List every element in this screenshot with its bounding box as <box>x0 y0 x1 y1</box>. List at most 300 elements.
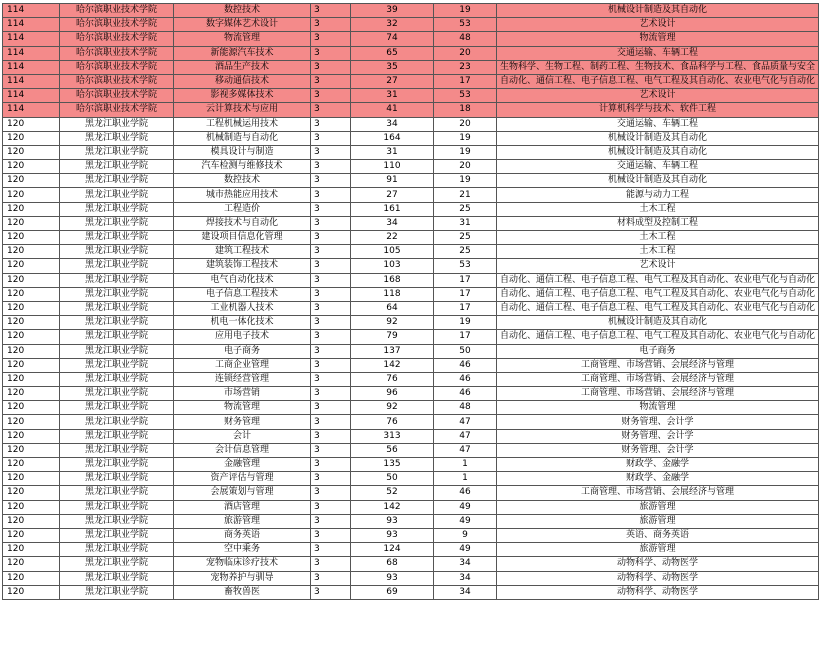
cell-school-name: 黑龙江职业学院 <box>60 585 174 599</box>
cell-category: 财务管理、会计学 <box>497 429 819 443</box>
cell-category-code: 20 <box>434 46 497 60</box>
table-row <box>3 528 819 542</box>
cell-school-name: 黑龙江职业学院 <box>60 472 174 486</box>
cell-major: 旅游管理 <box>174 514 311 528</box>
cell-score: 27 <box>351 188 434 202</box>
cell-category-code: 53 <box>434 259 497 273</box>
cell-category: 旅游管理 <box>497 514 819 528</box>
cell-category-code: 50 <box>434 344 497 358</box>
cell-school-code: 120 <box>3 301 60 315</box>
cell-major: 应用电子技术 <box>174 330 311 344</box>
cell-years: 3 <box>311 174 351 188</box>
cell-years: 3 <box>311 401 351 415</box>
cell-school-name: 黑龙江职业学院 <box>60 259 174 273</box>
cell-school-name: 黑龙江职业学院 <box>60 117 174 131</box>
cell-years: 3 <box>311 486 351 500</box>
cell-score: 32 <box>351 18 434 32</box>
cell-major: 宠物临床诊疗技术 <box>174 557 311 571</box>
cell-category-code: 46 <box>434 387 497 401</box>
table-row <box>3 557 819 571</box>
table-row <box>3 571 819 585</box>
cell-years: 3 <box>311 528 351 542</box>
cell-category-code: 1 <box>434 458 497 472</box>
cell-score: 52 <box>351 486 434 500</box>
cell-school-name: 黑龙江职业学院 <box>60 216 174 230</box>
cell-years: 3 <box>311 358 351 372</box>
cell-years: 3 <box>311 245 351 259</box>
cell-major: 建筑装饰工程技术 <box>174 259 311 273</box>
cell-years: 3 <box>311 46 351 60</box>
cell-major: 会计 <box>174 429 311 443</box>
cell-category-code: 17 <box>434 273 497 287</box>
table-body <box>3 4 819 600</box>
cell-major: 数控技术 <box>174 174 311 188</box>
cell-major: 建设项目信息化管理 <box>174 231 311 245</box>
cell-major: 工程造价 <box>174 202 311 216</box>
cell-major: 财务管理 <box>174 415 311 429</box>
table-row <box>3 46 819 60</box>
cell-years: 3 <box>311 103 351 117</box>
cell-years: 3 <box>311 344 351 358</box>
cell-category: 财政学、金融学 <box>497 458 819 472</box>
table-row <box>3 216 819 230</box>
cell-score: 35 <box>351 60 434 74</box>
table-row <box>3 18 819 32</box>
table-row <box>3 160 819 174</box>
cell-major: 机械制造与自动化 <box>174 131 311 145</box>
cell-category-code: 20 <box>434 160 497 174</box>
cell-category: 英语、商务英语 <box>497 528 819 542</box>
cell-school-code: 120 <box>3 387 60 401</box>
cell-school-name: 黑龙江职业学院 <box>60 316 174 330</box>
cell-school-name: 黑龙江职业学院 <box>60 387 174 401</box>
cell-years: 3 <box>311 131 351 145</box>
cell-major: 数字媒体艺术设计 <box>174 18 311 32</box>
cell-category: 艺术设计 <box>497 259 819 273</box>
cell-category-code: 34 <box>434 557 497 571</box>
cell-school-name: 黑龙江职业学院 <box>60 557 174 571</box>
cell-score: 68 <box>351 557 434 571</box>
cell-category: 物流管理 <box>497 32 819 46</box>
cell-category-code: 46 <box>434 486 497 500</box>
cell-major: 酒店管理 <box>174 500 311 514</box>
cell-score: 92 <box>351 316 434 330</box>
cell-category-code: 21 <box>434 188 497 202</box>
cell-category: 自动化、通信工程、电子信息工程、电气工程及其自动化、农业电气化与自动化 <box>497 74 819 88</box>
cell-category: 动物科学、动物医学 <box>497 585 819 599</box>
cell-score: 92 <box>351 401 434 415</box>
data-table <box>2 3 819 600</box>
cell-score: 124 <box>351 543 434 557</box>
table-row <box>3 415 819 429</box>
cell-school-name: 黑龙江职业学院 <box>60 202 174 216</box>
cell-category: 自动化、通信工程、电子信息工程、电气工程及其自动化、农业电气化与自动化 <box>497 287 819 301</box>
cell-score: 118 <box>351 287 434 301</box>
cell-category: 机械设计制造及其自动化 <box>497 174 819 188</box>
cell-category: 工商管理、市场营销、会展经济与管理 <box>497 387 819 401</box>
cell-score: 110 <box>351 160 434 174</box>
cell-school-name: 黑龙江职业学院 <box>60 571 174 585</box>
cell-category: 工商管理、市场营销、会展经济与管理 <box>497 358 819 372</box>
cell-score: 65 <box>351 46 434 60</box>
cell-school-code: 114 <box>3 4 60 18</box>
cell-major: 新能源汽车技术 <box>174 46 311 60</box>
cell-score: 168 <box>351 273 434 287</box>
cell-major: 电子商务 <box>174 344 311 358</box>
cell-school-name: 黑龙江职业学院 <box>60 188 174 202</box>
cell-major: 电气自动化技术 <box>174 273 311 287</box>
cell-school-code: 120 <box>3 245 60 259</box>
cell-school-name: 黑龙江职业学院 <box>60 330 174 344</box>
table-row <box>3 174 819 188</box>
table-row <box>3 89 819 103</box>
cell-school-name: 黑龙江职业学院 <box>60 145 174 159</box>
cell-years: 3 <box>311 202 351 216</box>
cell-category: 工商管理、市场营销、会展经济与管理 <box>497 372 819 386</box>
cell-category: 物流管理 <box>497 401 819 415</box>
cell-major: 城市热能应用技术 <box>174 188 311 202</box>
cell-school-name: 哈尔滨职业技术学院 <box>60 103 174 117</box>
cell-category: 旅游管理 <box>497 543 819 557</box>
cell-category-code: 19 <box>434 131 497 145</box>
cell-school-code: 120 <box>3 543 60 557</box>
cell-school-name: 哈尔滨职业技术学院 <box>60 32 174 46</box>
cell-school-code: 120 <box>3 514 60 528</box>
cell-school-code: 120 <box>3 415 60 429</box>
table-row <box>3 429 819 443</box>
table-row <box>3 273 819 287</box>
cell-years: 3 <box>311 330 351 344</box>
cell-category: 动物科学、动物医学 <box>497 557 819 571</box>
cell-score: 105 <box>351 245 434 259</box>
cell-score: 93 <box>351 514 434 528</box>
cell-category: 艺术设计 <box>497 89 819 103</box>
cell-category: 能源与动力工程 <box>497 188 819 202</box>
cell-years: 3 <box>311 387 351 401</box>
cell-score: 27 <box>351 74 434 88</box>
cell-years: 3 <box>311 89 351 103</box>
cell-major: 市场营销 <box>174 387 311 401</box>
cell-school-name: 哈尔滨职业技术学院 <box>60 46 174 60</box>
cell-category-code: 46 <box>434 372 497 386</box>
cell-school-code: 120 <box>3 117 60 131</box>
table-row <box>3 330 819 344</box>
cell-years: 3 <box>311 145 351 159</box>
cell-school-code: 114 <box>3 32 60 46</box>
cell-category-code: 19 <box>434 145 497 159</box>
cell-school-code: 120 <box>3 216 60 230</box>
cell-category-code: 34 <box>434 571 497 585</box>
table-row <box>3 401 819 415</box>
cell-years: 3 <box>311 4 351 18</box>
cell-school-name: 黑龙江职业学院 <box>60 401 174 415</box>
cell-school-name: 黑龙江职业学院 <box>60 415 174 429</box>
cell-school-code: 120 <box>3 585 60 599</box>
cell-score: 142 <box>351 358 434 372</box>
cell-school-code: 120 <box>3 273 60 287</box>
cell-years: 3 <box>311 117 351 131</box>
cell-years: 3 <box>311 316 351 330</box>
cell-major: 模具设计与制造 <box>174 145 311 159</box>
table-row <box>3 486 819 500</box>
cell-major: 云计算技术与应用 <box>174 103 311 117</box>
cell-years: 3 <box>311 160 351 174</box>
cell-score: 56 <box>351 443 434 457</box>
cell-school-name: 哈尔滨职业技术学院 <box>60 60 174 74</box>
table-row <box>3 585 819 599</box>
cell-school-name: 黑龙江职业学院 <box>60 500 174 514</box>
cell-major: 影视多媒体技术 <box>174 89 311 103</box>
cell-category-code: 23 <box>434 60 497 74</box>
cell-school-code: 120 <box>3 287 60 301</box>
cell-school-name: 黑龙江职业学院 <box>60 160 174 174</box>
cell-school-name: 黑龙江职业学院 <box>60 372 174 386</box>
cell-school-code: 120 <box>3 429 60 443</box>
cell-score: 96 <box>351 387 434 401</box>
cell-school-code: 120 <box>3 188 60 202</box>
cell-major: 数控技术 <box>174 4 311 18</box>
cell-major: 电子信息工程技术 <box>174 287 311 301</box>
cell-major: 金融管理 <box>174 458 311 472</box>
cell-school-code: 120 <box>3 443 60 457</box>
cell-score: 69 <box>351 585 434 599</box>
cell-school-name: 黑龙江职业学院 <box>60 245 174 259</box>
cell-major: 畜牧兽医 <box>174 585 311 599</box>
cell-school-code: 120 <box>3 344 60 358</box>
cell-school-code: 120 <box>3 259 60 273</box>
cell-score: 137 <box>351 344 434 358</box>
cell-category-code: 48 <box>434 401 497 415</box>
cell-category-code: 47 <box>434 429 497 443</box>
cell-category: 土木工程 <box>497 245 819 259</box>
cell-years: 3 <box>311 287 351 301</box>
cell-school-name: 哈尔滨职业技术学院 <box>60 4 174 18</box>
cell-years: 3 <box>311 429 351 443</box>
cell-category: 动物科学、动物医学 <box>497 571 819 585</box>
cell-category: 机械设计制造及其自动化 <box>497 145 819 159</box>
cell-school-code: 120 <box>3 160 60 174</box>
cell-years: 3 <box>311 557 351 571</box>
cell-school-name: 黑龙江职业学院 <box>60 486 174 500</box>
table-row <box>3 188 819 202</box>
cell-category: 交通运输、车辆工程 <box>497 160 819 174</box>
cell-years: 3 <box>311 415 351 429</box>
cell-score: 142 <box>351 500 434 514</box>
cell-category-code: 19 <box>434 4 497 18</box>
cell-major: 会计信息管理 <box>174 443 311 457</box>
cell-score: 50 <box>351 472 434 486</box>
cell-score: 76 <box>351 372 434 386</box>
cell-category-code: 53 <box>434 89 497 103</box>
table-row <box>3 472 819 486</box>
table-row <box>3 245 819 259</box>
cell-years: 3 <box>311 60 351 74</box>
cell-category-code: 31 <box>434 216 497 230</box>
cell-category: 自动化、通信工程、电子信息工程、电气工程及其自动化、农业电气化与自动化 <box>497 301 819 315</box>
cell-category-code: 49 <box>434 514 497 528</box>
cell-category-code: 47 <box>434 443 497 457</box>
cell-major: 连锁经营管理 <box>174 372 311 386</box>
cell-school-code: 120 <box>3 486 60 500</box>
cell-category: 旅游管理 <box>497 500 819 514</box>
table-row <box>3 131 819 145</box>
cell-major: 商务英语 <box>174 528 311 542</box>
cell-school-code: 120 <box>3 401 60 415</box>
table-row <box>3 543 819 557</box>
table-row <box>3 74 819 88</box>
cell-category: 自动化、通信工程、电子信息工程、电气工程及其自动化、农业电气化与自动化 <box>497 273 819 287</box>
table-row <box>3 500 819 514</box>
cell-major: 物流管理 <box>174 32 311 46</box>
cell-category: 材料成型及控制工程 <box>497 216 819 230</box>
cell-school-code: 120 <box>3 358 60 372</box>
cell-category-code: 46 <box>434 358 497 372</box>
cell-major: 空中乘务 <box>174 543 311 557</box>
cell-years: 3 <box>311 458 351 472</box>
cell-score: 91 <box>351 174 434 188</box>
cell-school-code: 114 <box>3 46 60 60</box>
cell-school-code: 114 <box>3 18 60 32</box>
cell-school-code: 114 <box>3 103 60 117</box>
cell-school-code: 120 <box>3 316 60 330</box>
cell-school-name: 哈尔滨职业技术学院 <box>60 89 174 103</box>
table-row <box>3 60 819 74</box>
cell-score: 41 <box>351 103 434 117</box>
cell-score: 39 <box>351 4 434 18</box>
table-row <box>3 231 819 245</box>
table-row <box>3 4 819 18</box>
cell-years: 3 <box>311 500 351 514</box>
cell-category: 艺术设计 <box>497 18 819 32</box>
cell-years: 3 <box>311 585 351 599</box>
table-row <box>3 202 819 216</box>
cell-category: 土木工程 <box>497 231 819 245</box>
cell-school-code: 120 <box>3 145 60 159</box>
cell-category: 交通运输、车辆工程 <box>497 46 819 60</box>
cell-category: 土木工程 <box>497 202 819 216</box>
cell-category: 财政学、金融学 <box>497 472 819 486</box>
cell-category-code: 34 <box>434 585 497 599</box>
cell-category-code: 18 <box>434 103 497 117</box>
cell-years: 3 <box>311 32 351 46</box>
cell-category-code: 48 <box>434 32 497 46</box>
cell-years: 3 <box>311 372 351 386</box>
cell-major: 汽车检测与维修技术 <box>174 160 311 174</box>
cell-score: 76 <box>351 415 434 429</box>
cell-category-code: 49 <box>434 500 497 514</box>
cell-score: 164 <box>351 131 434 145</box>
cell-major: 工业机器人技术 <box>174 301 311 315</box>
cell-school-code: 120 <box>3 131 60 145</box>
cell-score: 64 <box>351 301 434 315</box>
cell-category: 机械设计制造及其自动化 <box>497 316 819 330</box>
cell-years: 3 <box>311 472 351 486</box>
cell-school-code: 120 <box>3 571 60 585</box>
cell-major: 会展策划与管理 <box>174 486 311 500</box>
cell-school-name: 黑龙江职业学院 <box>60 458 174 472</box>
cell-score: 31 <box>351 89 434 103</box>
cell-school-name: 黑龙江职业学院 <box>60 528 174 542</box>
table-row <box>3 514 819 528</box>
cell-years: 3 <box>311 443 351 457</box>
cell-major: 宠物养护与驯导 <box>174 571 311 585</box>
table-row <box>3 32 819 46</box>
cell-score: 135 <box>351 458 434 472</box>
table-row <box>3 103 819 117</box>
cell-years: 3 <box>311 216 351 230</box>
cell-score: 34 <box>351 117 434 131</box>
cell-school-code: 114 <box>3 74 60 88</box>
cell-category: 生物科学、生物工程、制药工程、生物技术、食品科学与工程、食品质量与安全 <box>497 60 819 74</box>
cell-major: 工程机械运用技术 <box>174 117 311 131</box>
cell-school-code: 120 <box>3 458 60 472</box>
table-row <box>3 372 819 386</box>
cell-school-name: 哈尔滨职业技术学院 <box>60 18 174 32</box>
cell-years: 3 <box>311 514 351 528</box>
cell-category-code: 17 <box>434 287 497 301</box>
cell-category: 财务管理、会计学 <box>497 415 819 429</box>
cell-category: 财务管理、会计学 <box>497 443 819 457</box>
cell-category-code: 19 <box>434 316 497 330</box>
cell-school-code: 120 <box>3 231 60 245</box>
cell-score: 93 <box>351 528 434 542</box>
table-row <box>3 301 819 315</box>
cell-category-code: 47 <box>434 415 497 429</box>
table-row <box>3 259 819 273</box>
cell-school-code: 120 <box>3 330 60 344</box>
cell-school-name: 黑龙江职业学院 <box>60 344 174 358</box>
cell-years: 3 <box>311 259 351 273</box>
cell-school-name: 黑龙江职业学院 <box>60 358 174 372</box>
cell-category-code: 9 <box>434 528 497 542</box>
cell-major: 机电一体化技术 <box>174 316 311 330</box>
table-row <box>3 458 819 472</box>
cell-years: 3 <box>311 273 351 287</box>
cell-score: 74 <box>351 32 434 46</box>
cell-school-name: 黑龙江职业学院 <box>60 287 174 301</box>
cell-score: 161 <box>351 202 434 216</box>
cell-school-code: 120 <box>3 528 60 542</box>
cell-score: 93 <box>351 571 434 585</box>
cell-years: 3 <box>311 301 351 315</box>
cell-category-code: 53 <box>434 18 497 32</box>
cell-school-name: 黑龙江职业学院 <box>60 174 174 188</box>
cell-major: 资产评估与管理 <box>174 472 311 486</box>
table-row <box>3 387 819 401</box>
cell-category: 交通运输、车辆工程 <box>497 117 819 131</box>
cell-years: 3 <box>311 18 351 32</box>
cell-category-code: 49 <box>434 543 497 557</box>
cell-school-name: 黑龙江职业学院 <box>60 301 174 315</box>
cell-category-code: 25 <box>434 231 497 245</box>
cell-score: 22 <box>351 231 434 245</box>
cell-school-code: 120 <box>3 472 60 486</box>
cell-school-code: 120 <box>3 372 60 386</box>
cell-school-code: 114 <box>3 89 60 103</box>
cell-score: 79 <box>351 330 434 344</box>
cell-school-code: 120 <box>3 557 60 571</box>
cell-years: 3 <box>311 74 351 88</box>
table-row <box>3 358 819 372</box>
cell-major: 物流管理 <box>174 401 311 415</box>
cell-category-code: 17 <box>434 330 497 344</box>
table-row <box>3 287 819 301</box>
cell-school-name: 黑龙江职业学院 <box>60 273 174 287</box>
cell-years: 3 <box>311 231 351 245</box>
cell-years: 3 <box>311 188 351 202</box>
cell-category-code: 20 <box>434 117 497 131</box>
cell-category-code: 19 <box>434 174 497 188</box>
